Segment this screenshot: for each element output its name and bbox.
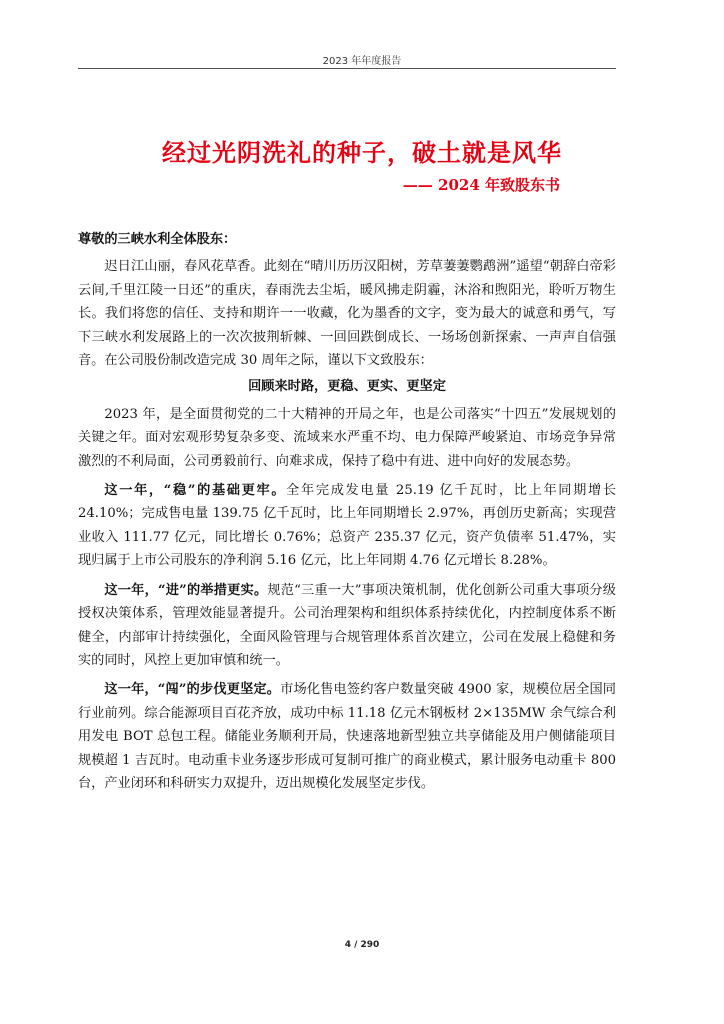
letter-body: [78, 228, 616, 795]
running-header: 2023 年年度报告: [322, 56, 402, 67]
paragraph-progress: [78, 579, 616, 673]
intro-paragraph: 迟日江山丽，春风花草香。此刻在“晴川历历汉阳树，芳草萋萋鹦鹉洲”遥望“朝辞白帝彩云间,千里江陵一日还”的重庆，春雨洗去尘垢，暖风拂走阴霾，沐浴和煦阳光，聆听万物生长。我们将您的信任、支持和期许一一收藏，化为墨香的文字，变为最大的诚意和勇气，写下三峡水利发展路上的一次次披荆斩棘、一回回跌倒成长、一场场创新探索、一声声自信强音。在公司股份制改造完成 30 周年之际，谨以下文致股东：: [78, 259, 616, 369]
section-heading: 回顾来时路，更稳、更实、更坚定: [248, 379, 446, 395]
page-number: 4 / 290: [344, 940, 380, 950]
paragraph-lead: 这一年，“进”的举措更实。: [104, 582, 268, 598]
salutation: 尊敬的三峡水利全体股东：: [78, 232, 237, 247]
paragraph-text: 规范“三重一大”事项决策机制，优化创新公司重大事项分级授权决策体系，管理效能显著提升。公司治理架构和组织体系持续优化，内控制度体系不断健全，内部审计持续强化，全面风险管理与合规管理体系首次建立，公司在发展上稳健和务实的同时，风控上更加审慎和统一。: [78, 582, 616, 668]
paragraph-text: 2023 年，是全面贯彻党的二十大精神的开局之年，也是公司落实“十四五”发展规划的关键之年。面对宏观形势复杂多变、流域来水严重不均、电力保障严峻紧迫、市场竞争异常激烈的不利局面，公司勇毅前行、向难求成，保持了稳中有进、进中向好的发展态势。: [78, 406, 616, 469]
paragraph-overview: [78, 403, 616, 473]
paragraph-lead: 这一年，“稳”的基础更牢。: [104, 483, 287, 499]
header-rule: [78, 68, 616, 69]
letter-title: 经过光阴洗礼的种子，破土就是风华: [162, 138, 562, 167]
paragraph-stability: [78, 479, 616, 573]
paragraph-text: 全年完成发电量 25.19 亿千瓦时，比上年同期增长 24.10%；完成售电量 139.75 亿千瓦时，比上年同期增长 2.97%，再创历史新高；实现营业收入 111.77 亿元，同比增长 0.76%；总资产 235.37 亿元，资产负债率 51.47%，实现归属于上市公司股东的净利润 5.16 亿元，比上年同期 4.76 亿元增长 8.28%。: [78, 483, 617, 569]
paragraph-text: 市场化售电签约客户数量突破 4900 家，规模位居全国同行业前列。综合能源项目百花齐放，成功中标 11.18 亿元木钢板材 2×135MW 余气综合利用发电 BOT 总包工程。储能业务顺利开局，快速落地新型独立共享储能及用户侧储能项目规模超 1 吉瓦时。电动重卡业务逐步形成可复制可推广的商业模式，累计服务电动重卡 800 台，产业闭环和科研实力双提升，迈出规模化发展坚定步伐。: [78, 682, 616, 791]
paragraph-breakthrough: [78, 678, 616, 795]
letter-subtitle: —— 2024 年致股东书: [402, 176, 560, 194]
paragraph-lead: 这一年，“闯”的步伐更坚定。: [104, 682, 281, 698]
